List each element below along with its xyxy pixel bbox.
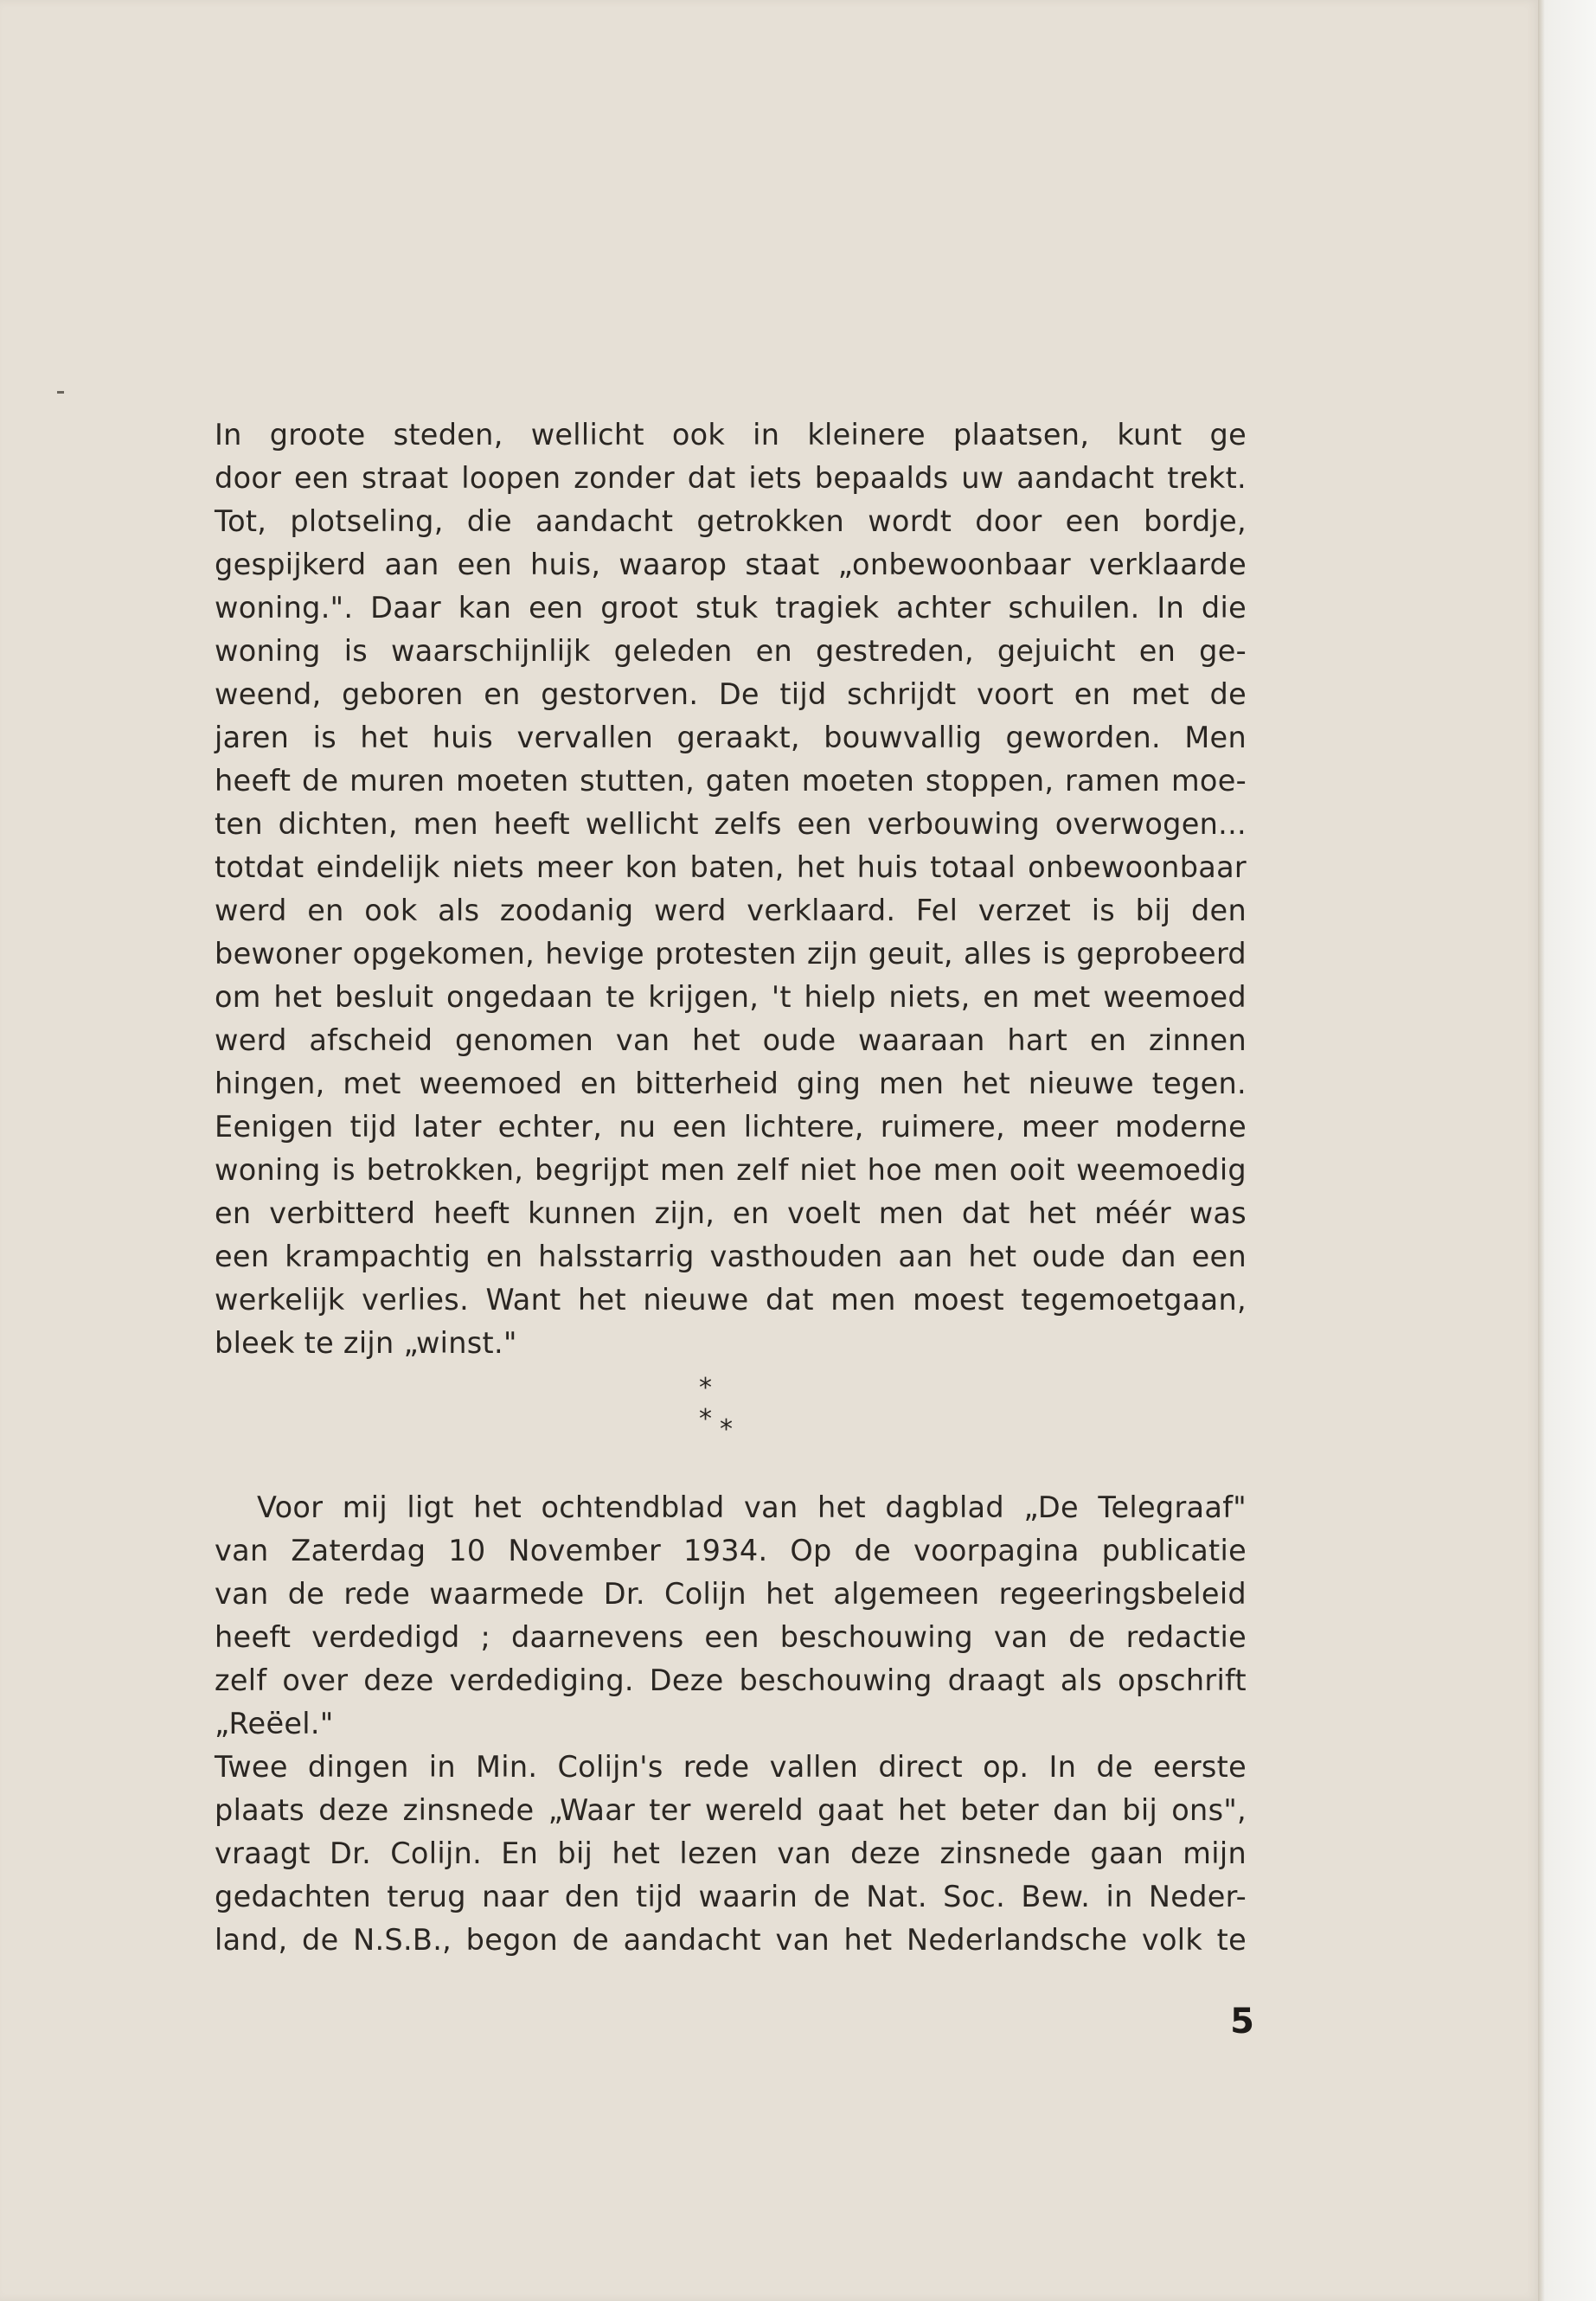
text-line: vraagt Dr. Colijn. En bij het lezen van deze zinsnede gaan mijn <box>215 1836 1247 1870</box>
text-line: heeft verdedigd ; daarnevens een beschouwing van de redactie <box>215 1620 1247 1654</box>
text-line: en verbitterd heeft kunnen zijn, en voelt men dat het méér was <box>215 1196 1247 1230</box>
text-line: plaats deze zinsnede „Waar ter wereld gaat het beter dan bij ons", <box>215 1793 1247 1827</box>
text-line: hingen, met weemoed en bitterheid ging men het nieuwe tegen. <box>215 1067 1247 1100</box>
text-line: een krampachtig en halsstarrig vasthouden aan het oude dan een <box>215 1240 1247 1273</box>
text-line: woning is betrokken, begrijpt men zelf niet hoe men ooit weemoedig <box>215 1153 1247 1187</box>
text-line: van Zaterdag 10 November 1934. Op de voorpagina publicatie <box>215 1534 1247 1567</box>
text-line: zelf over deze verdediging. Deze beschouwing draagt als opschrift <box>215 1663 1247 1697</box>
text-line: woning.". Daar kan een groot stuk tragiek achter schuilen. In die <box>215 591 1247 625</box>
text-line: Twee dingen in Min. Colijn's rede vallen direct op. In de eerste <box>215 1750 1247 1784</box>
margin-mark <box>57 391 64 394</box>
page-number: 5 <box>1230 2002 1254 2041</box>
text-line: Eenigen tijd later echter, nu een lichtere, ruimere, meer moderne <box>215 1110 1247 1144</box>
text-line: bleek te zijn „winst." <box>215 1326 517 1360</box>
page-edge <box>1538 0 1596 2301</box>
text-line: van de rede waarmede Dr. Colijn het algemeen regeeringsbeleid <box>215 1577 1247 1611</box>
text-line: werd en ook als zoodanig werd verklaard. Fel verzet is bij den <box>215 894 1247 927</box>
text-line: heeft de muren moeten stutten, gaten moeten stoppen, ramen moe- <box>215 764 1247 798</box>
text-line: werkelijk verlies. Want het nieuwe dat men moest tegemoetgaan, <box>215 1283 1247 1317</box>
text-line: woning is waarschijnlijk geleden en gestreden, gejuicht en ge- <box>215 634 1247 668</box>
text-line: om het besluit ongedaan te krijgen, 't hielp niets, en met weemoed <box>215 980 1247 1014</box>
text-line: ten dichten, men heeft wellicht zelfs een verbouwing overwogen... <box>215 807 1247 841</box>
text-line: bewoner opgekomen, hevige protesten zijn geuit, alles is geprobeerd <box>215 937 1247 971</box>
text-line: weend, geboren en gestorven. De tijd schrijdt voort en met de <box>215 677 1247 711</box>
separator-stars: * * <box>699 1373 724 1434</box>
text-line: „Reëel." <box>215 1707 334 1740</box>
text-line: land, de N.S.B., begon de aandacht van het Nederlandsche volk te <box>215 1923 1247 1957</box>
text-line: gespijkerd aan een huis, waarop staat „onbewoonbaar verklaarde <box>215 548 1247 581</box>
text-line: In groote steden, wellicht ook in kleinere plaatsen, kunt ge <box>215 418 1247 452</box>
text-line: Voor mij ligt het ochtendblad van het dagblad „De Telegraaf" <box>257 1490 1247 1524</box>
text-line: totdat eindelijk niets meer kon baten, het huis totaal onbewoonbaar <box>215 850 1247 884</box>
text-line: gedachten terug naar den tijd waarin de Nat. Soc. Bew. in Neder- <box>215 1880 1247 1913</box>
text-line: jaren is het huis vervallen geraakt, bouwvallig geworden. Men <box>215 721 1247 754</box>
text-line: werd afscheid genomen van het oude waaraan hart en zinnen <box>215 1023 1247 1057</box>
text-line: Tot, plotseling, die aandacht getrokken wordt door een bordje, <box>215 504 1247 538</box>
separator-star: * <box>720 1414 733 1445</box>
text-line: door een straat loopen zonder dat iets bepaalds uw aandacht trekt. <box>215 461 1247 495</box>
